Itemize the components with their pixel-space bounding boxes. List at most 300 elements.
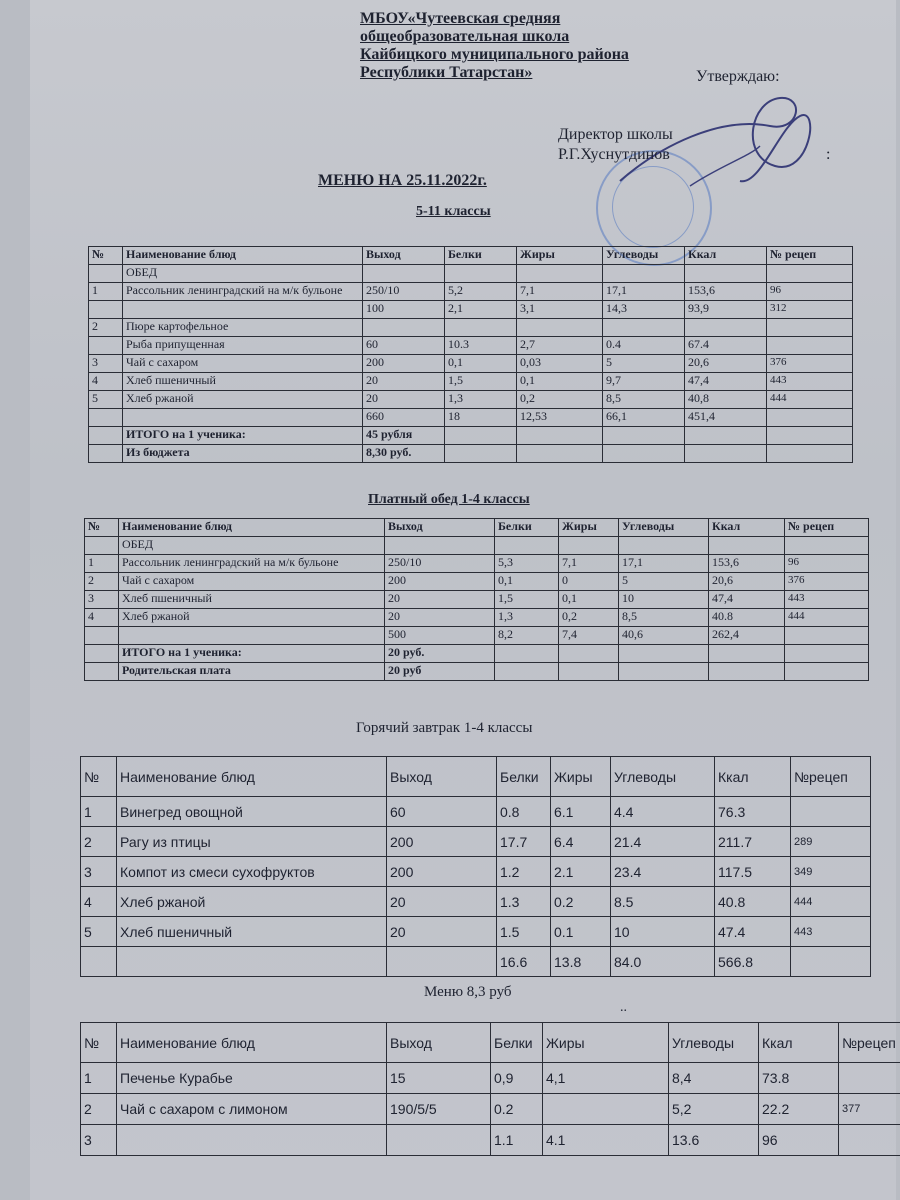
table-cell xyxy=(685,265,767,283)
table-cell: Из бюджета xyxy=(123,445,363,463)
table-cell: Хлеб пшеничный xyxy=(117,917,387,947)
table-cell: ИТОГО на 1 ученика: xyxy=(119,645,385,663)
table-cell: 5 xyxy=(619,573,709,591)
table-cell xyxy=(363,265,445,283)
table-cell: 16.6 xyxy=(497,947,551,977)
table-cell: 1.3 xyxy=(497,887,551,917)
column-header: Наименование блюд xyxy=(119,519,385,537)
table-row xyxy=(89,265,853,283)
table-cell: 40.8 xyxy=(709,609,785,627)
table-row xyxy=(85,609,869,627)
table-cell xyxy=(117,947,387,977)
table-cell: 9,7 xyxy=(603,373,685,391)
section-title-paid-lunch: Платный обед 1-4 классы xyxy=(368,492,530,507)
table-cell: 14,3 xyxy=(603,301,685,319)
table-cell: 211.7 xyxy=(715,827,791,857)
section-title-5-11: 5-11 классы xyxy=(416,204,491,219)
table-cell: ИТОГО на 1 ученика: xyxy=(123,427,363,445)
table-row xyxy=(81,1094,900,1125)
table-cell: 0,1 xyxy=(445,355,517,373)
table-cell xyxy=(85,645,119,663)
table-cell: 200 xyxy=(385,573,495,591)
table-cell: 13.8 xyxy=(551,947,611,977)
table-cell: 443 xyxy=(767,373,853,391)
table-cell: 8,5 xyxy=(619,609,709,627)
table-cell: 3 xyxy=(89,355,123,373)
table-cell: 20 xyxy=(385,609,495,627)
table-cell: 262,4 xyxy=(709,627,785,645)
table-cell: 20 xyxy=(363,391,445,409)
table-cell: 23.4 xyxy=(611,857,715,887)
table-cell xyxy=(839,1063,900,1094)
director-block xyxy=(558,125,673,165)
table-cell xyxy=(119,627,385,645)
table-cell: 1 xyxy=(81,1063,117,1094)
table-cell: Хлеб ржаной xyxy=(119,609,385,627)
table-cell: 0,03 xyxy=(517,355,603,373)
table-cell: 45 рубля xyxy=(363,427,445,445)
column-header: № xyxy=(81,757,117,797)
table-cell xyxy=(517,265,603,283)
table-cell xyxy=(619,645,709,663)
table-cell: 451,4 xyxy=(685,409,767,427)
table-cell xyxy=(559,537,619,555)
column-header: Углеводы xyxy=(611,757,715,797)
table-cell: 250/10 xyxy=(385,555,495,573)
table-cell: Хлеб ржаной xyxy=(123,391,363,409)
table-cell xyxy=(123,409,363,427)
table-cell: 444 xyxy=(791,887,871,917)
table-row xyxy=(89,409,853,427)
table-cell: 2 xyxy=(89,319,123,337)
school-name xyxy=(360,10,629,82)
column-header: Углеводы xyxy=(669,1023,759,1063)
table-header-row xyxy=(81,757,871,797)
table-cell: 250/10 xyxy=(363,283,445,301)
table-cell: 66,1 xyxy=(603,409,685,427)
table-cell: 7,1 xyxy=(517,283,603,301)
table-cell: 20,6 xyxy=(709,573,785,591)
table-cell xyxy=(685,445,767,463)
table-cell: 15 xyxy=(387,1063,491,1094)
table-cell: Чай с сахаром xyxy=(119,573,385,591)
table-row xyxy=(89,355,853,373)
column-header: № xyxy=(85,519,119,537)
table-row xyxy=(85,573,869,591)
table-cell: 376 xyxy=(785,573,869,591)
table-cell xyxy=(785,627,869,645)
table-row xyxy=(81,857,871,887)
column-header: Жиры xyxy=(559,519,619,537)
table-cell: 8,4 xyxy=(669,1063,759,1094)
table-cell: 500 xyxy=(385,627,495,645)
menu-table-paid-lunch xyxy=(84,518,869,681)
table-row xyxy=(89,373,853,391)
table-cell: 3 xyxy=(85,591,119,609)
table-cell xyxy=(603,445,685,463)
table-cell xyxy=(445,265,517,283)
table-cell: 84.0 xyxy=(611,947,715,977)
school-line: Кайбицкого муниципального района xyxy=(360,46,629,63)
table-cell xyxy=(85,537,119,555)
table-cell: Компот из смеси сухофруктов xyxy=(117,857,387,887)
approval-label: Утверждаю: xyxy=(696,68,780,85)
table-cell xyxy=(603,265,685,283)
table-cell xyxy=(495,663,559,681)
table-cell: 8,2 xyxy=(495,627,559,645)
table-cell xyxy=(685,427,767,445)
table-cell: 13.6 xyxy=(669,1125,759,1156)
table-cell: 20 руб. xyxy=(385,645,495,663)
table-cell: ОБЕД xyxy=(119,537,385,555)
menu-table-5-11 xyxy=(88,246,853,463)
table-cell xyxy=(791,947,871,977)
table-cell: 1.1 xyxy=(491,1125,543,1156)
column-header: Наименование блюд xyxy=(117,757,387,797)
table-cell xyxy=(89,337,123,355)
table-cell: 0,2 xyxy=(517,391,603,409)
table-cell xyxy=(559,645,619,663)
column-header: Жиры xyxy=(551,757,611,797)
table-cell: 0,9 xyxy=(491,1063,543,1094)
table-cell: 3 xyxy=(81,1125,117,1156)
table-cell: 8,30 руб. xyxy=(363,445,445,463)
column-header: № рецеп xyxy=(785,519,869,537)
table-cell xyxy=(791,797,871,827)
table-cell: 40.8 xyxy=(715,887,791,917)
table-cell: 18 xyxy=(445,409,517,427)
table-cell: 1.2 xyxy=(497,857,551,887)
table-cell: Винегред овощной xyxy=(117,797,387,827)
table-row xyxy=(85,663,869,681)
table-cell: 0,1 xyxy=(517,373,603,391)
column-header: № xyxy=(81,1023,117,1063)
table-cell xyxy=(445,319,517,337)
table-cell: 1,5 xyxy=(495,591,559,609)
table-cell xyxy=(123,301,363,319)
table-row xyxy=(81,887,871,917)
column-header: Наименование блюд xyxy=(123,247,363,265)
table-cell: Родительская плата xyxy=(119,663,385,681)
table-cell: 0.1 xyxy=(551,917,611,947)
table-cell: 443 xyxy=(791,917,871,947)
table-cell: 5 xyxy=(81,917,117,947)
table-cell: 7,1 xyxy=(559,555,619,573)
table-cell: 10 xyxy=(619,591,709,609)
table-cell: 21.4 xyxy=(611,827,715,857)
table-cell: 376 xyxy=(767,355,853,373)
dots-mark: .. xyxy=(620,1000,627,1015)
table-cell xyxy=(619,537,709,555)
table-cell: 3 xyxy=(81,857,117,887)
column-header: Углеводы xyxy=(603,247,685,265)
table-cell xyxy=(363,319,445,337)
table-cell xyxy=(517,427,603,445)
table-cell xyxy=(767,319,853,337)
table-cell: 6.4 xyxy=(551,827,611,857)
table-cell: 0.8 xyxy=(497,797,551,827)
table-header-row xyxy=(81,1023,900,1063)
column-header: Белки xyxy=(495,519,559,537)
table-cell: 4 xyxy=(85,609,119,627)
table-cell: 10 xyxy=(611,917,715,947)
table-cell: 2 xyxy=(85,573,119,591)
table-cell xyxy=(81,947,117,977)
table-row xyxy=(85,627,869,645)
column-header: Углеводы xyxy=(619,519,709,537)
table-header-row xyxy=(85,519,869,537)
table-cell: 6.1 xyxy=(551,797,611,827)
table-cell: 76.3 xyxy=(715,797,791,827)
table-cell xyxy=(385,537,495,555)
table-cell xyxy=(117,1125,387,1156)
table-row xyxy=(89,391,853,409)
table-row xyxy=(85,591,869,609)
table-cell: 47.4 xyxy=(715,917,791,947)
table-cell: 117.5 xyxy=(715,857,791,887)
table-cell: 20 руб xyxy=(385,663,495,681)
table-cell: Хлеб пшеничный xyxy=(123,373,363,391)
table-cell xyxy=(445,445,517,463)
table-cell xyxy=(785,663,869,681)
table-cell xyxy=(85,627,119,645)
table-cell: 0,2 xyxy=(559,609,619,627)
column-header: Выход xyxy=(387,757,497,797)
table-cell: 4.1 xyxy=(543,1125,669,1156)
table-cell: 660 xyxy=(363,409,445,427)
table-cell xyxy=(709,537,785,555)
table-cell xyxy=(767,265,853,283)
table-cell: 40,8 xyxy=(685,391,767,409)
column-header: Наименование блюд xyxy=(117,1023,387,1063)
table-cell: 4,1 xyxy=(543,1063,669,1094)
section-title-hot-breakfast: Горячий завтрак 1-4 классы xyxy=(356,720,533,736)
table-cell: 4.4 xyxy=(611,797,715,827)
table-cell xyxy=(517,445,603,463)
table-cell: 200 xyxy=(363,355,445,373)
table-row xyxy=(89,319,853,337)
table-row xyxy=(85,537,869,555)
table-cell xyxy=(785,645,869,663)
table-cell: 1 xyxy=(89,283,123,301)
table-cell xyxy=(709,645,785,663)
table-cell: 200 xyxy=(387,827,497,857)
table-cell: 20 xyxy=(363,373,445,391)
table-cell: 190/5/5 xyxy=(387,1094,491,1125)
table-cell: 0.2 xyxy=(491,1094,543,1125)
column-header: Белки xyxy=(445,247,517,265)
table-cell: 1,3 xyxy=(445,391,517,409)
table-cell: 4 xyxy=(81,887,117,917)
table-cell: 12,53 xyxy=(517,409,603,427)
menu-table-hot-breakfast xyxy=(80,756,871,977)
column-header: №рецеп xyxy=(839,1023,900,1063)
table-cell: 2.1 xyxy=(551,857,611,887)
table-row xyxy=(81,827,871,857)
table-cell: 349 xyxy=(791,857,871,887)
table-cell: 2,7 xyxy=(517,337,603,355)
table-row xyxy=(89,283,853,301)
table-cell: Пюре картофельное xyxy=(123,319,363,337)
table-cell: 17.7 xyxy=(497,827,551,857)
column-header: Белки xyxy=(497,757,551,797)
table-cell xyxy=(89,427,123,445)
table-cell: ОБЕД xyxy=(123,265,363,283)
table-row xyxy=(81,797,871,827)
table-cell: 0,1 xyxy=(559,591,619,609)
column-header: Жиры xyxy=(517,247,603,265)
menu-table-8-3 xyxy=(80,1022,900,1156)
table-cell: 8,5 xyxy=(603,391,685,409)
table-cell: 2 xyxy=(81,827,117,857)
column-header: Ккал xyxy=(759,1023,839,1063)
table-cell xyxy=(495,645,559,663)
table-row xyxy=(81,947,871,977)
table-cell xyxy=(767,337,853,355)
table-cell: 200 xyxy=(387,857,497,887)
table-cell xyxy=(89,301,123,319)
school-line: общеобразовательная школа xyxy=(360,28,570,45)
table-cell: 20 xyxy=(385,591,495,609)
table-cell: 1.5 xyxy=(497,917,551,947)
table-cell: 0.2 xyxy=(551,887,611,917)
table-cell xyxy=(603,319,685,337)
table-cell xyxy=(89,265,123,283)
table-cell: 20 xyxy=(387,917,497,947)
table-cell: Рагу из птицы xyxy=(117,827,387,857)
table-cell: 5,2 xyxy=(445,283,517,301)
table-cell xyxy=(767,409,853,427)
table-cell: 0.4 xyxy=(603,337,685,355)
table-cell: 22.2 xyxy=(759,1094,839,1125)
column-header: № xyxy=(89,247,123,265)
table-cell: 93,9 xyxy=(685,301,767,319)
table-cell: Чай с сахаром xyxy=(123,355,363,373)
column-header: Ккал xyxy=(709,519,785,537)
column-header: Белки xyxy=(491,1023,543,1063)
table-cell: 566.8 xyxy=(715,947,791,977)
column-header: Выход xyxy=(387,1023,491,1063)
column-header: №рецеп xyxy=(791,757,871,797)
table-cell xyxy=(495,537,559,555)
table-row xyxy=(81,917,871,947)
table-cell: 5 xyxy=(603,355,685,373)
column-header: Жиры xyxy=(543,1023,669,1063)
table-cell: Рыба припущенная xyxy=(123,337,363,355)
table-cell: 444 xyxy=(785,609,869,627)
table-cell: 47,4 xyxy=(685,373,767,391)
table-cell xyxy=(543,1094,669,1125)
column-header: Выход xyxy=(385,519,495,537)
table-cell: 47,4 xyxy=(709,591,785,609)
table-cell xyxy=(767,427,853,445)
column-header: Выход xyxy=(363,247,445,265)
table-cell: 1,5 xyxy=(445,373,517,391)
column-header: Ккал xyxy=(685,247,767,265)
table-cell: Рассольник ленинградский на м/к бульоне xyxy=(123,283,363,301)
table-row xyxy=(89,337,853,355)
table-cell xyxy=(685,319,767,337)
table-cell: 443 xyxy=(785,591,869,609)
table-cell: 5,2 xyxy=(669,1094,759,1125)
table-cell xyxy=(839,1125,900,1156)
table-cell xyxy=(619,663,709,681)
table-cell: 289 xyxy=(791,827,871,857)
table-cell xyxy=(709,663,785,681)
table-cell xyxy=(445,427,517,445)
table-cell: 40,6 xyxy=(619,627,709,645)
table-cell: 17,1 xyxy=(603,283,685,301)
table-cell: 96 xyxy=(785,555,869,573)
table-cell: 60 xyxy=(363,337,445,355)
table-cell: 0,1 xyxy=(495,573,559,591)
table-cell: 20,6 xyxy=(685,355,767,373)
table-cell: 1 xyxy=(85,555,119,573)
table-row xyxy=(85,645,869,663)
table-row xyxy=(81,1125,900,1156)
table-cell: 3,1 xyxy=(517,301,603,319)
table-cell: 1,3 xyxy=(495,609,559,627)
table-cell xyxy=(85,663,119,681)
director-name: Р.Г.Хуснутдинов xyxy=(558,146,670,163)
table-cell xyxy=(89,409,123,427)
table-cell: 20 xyxy=(387,887,497,917)
table-cell: 96 xyxy=(767,283,853,301)
table-cell: 444 xyxy=(767,391,853,409)
table-cell: 2 xyxy=(81,1094,117,1125)
table-cell: 0 xyxy=(559,573,619,591)
table-header-row xyxy=(89,247,853,265)
table-row xyxy=(89,301,853,319)
table-cell xyxy=(387,947,497,977)
table-row xyxy=(89,445,853,463)
table-cell: 73.8 xyxy=(759,1063,839,1094)
table-cell xyxy=(767,445,853,463)
table-cell: 153,6 xyxy=(685,283,767,301)
table-cell xyxy=(517,319,603,337)
table-cell: Рассольник ленинградский на м/к бульоне xyxy=(119,555,385,573)
menu-title: МЕНЮ НА 25.11.2022г. xyxy=(318,172,487,189)
table-cell: Хлеб пшеничный xyxy=(119,591,385,609)
table-cell: 153,6 xyxy=(709,555,785,573)
table-cell: Печенье Курабье xyxy=(117,1063,387,1094)
director-title: Директор школы xyxy=(558,126,673,143)
table-row xyxy=(81,1063,900,1094)
table-row xyxy=(89,427,853,445)
table-cell: Хлеб ржаной xyxy=(117,887,387,917)
table-cell: 5,3 xyxy=(495,555,559,573)
table-cell: 312 xyxy=(767,301,853,319)
table-cell: 17,1 xyxy=(619,555,709,573)
table-cell: 5 xyxy=(89,391,123,409)
section-title-menu-8-3: Меню 8,3 руб xyxy=(424,984,512,1000)
column-header: № рецеп xyxy=(767,247,853,265)
school-line: Республики Татарстан» xyxy=(360,64,533,81)
table-row xyxy=(85,555,869,573)
table-cell: 8.5 xyxy=(611,887,715,917)
table-cell: 2,1 xyxy=(445,301,517,319)
table-cell xyxy=(603,427,685,445)
table-cell: 4 xyxy=(89,373,123,391)
table-cell xyxy=(387,1125,491,1156)
table-cell: 96 xyxy=(759,1125,839,1156)
school-line: МБОУ«Чутеевская средняя xyxy=(360,10,561,27)
table-cell xyxy=(89,445,123,463)
column-header: Ккал xyxy=(715,757,791,797)
table-cell: 377 xyxy=(839,1094,900,1125)
table-cell: 67.4 xyxy=(685,337,767,355)
table-cell xyxy=(559,663,619,681)
